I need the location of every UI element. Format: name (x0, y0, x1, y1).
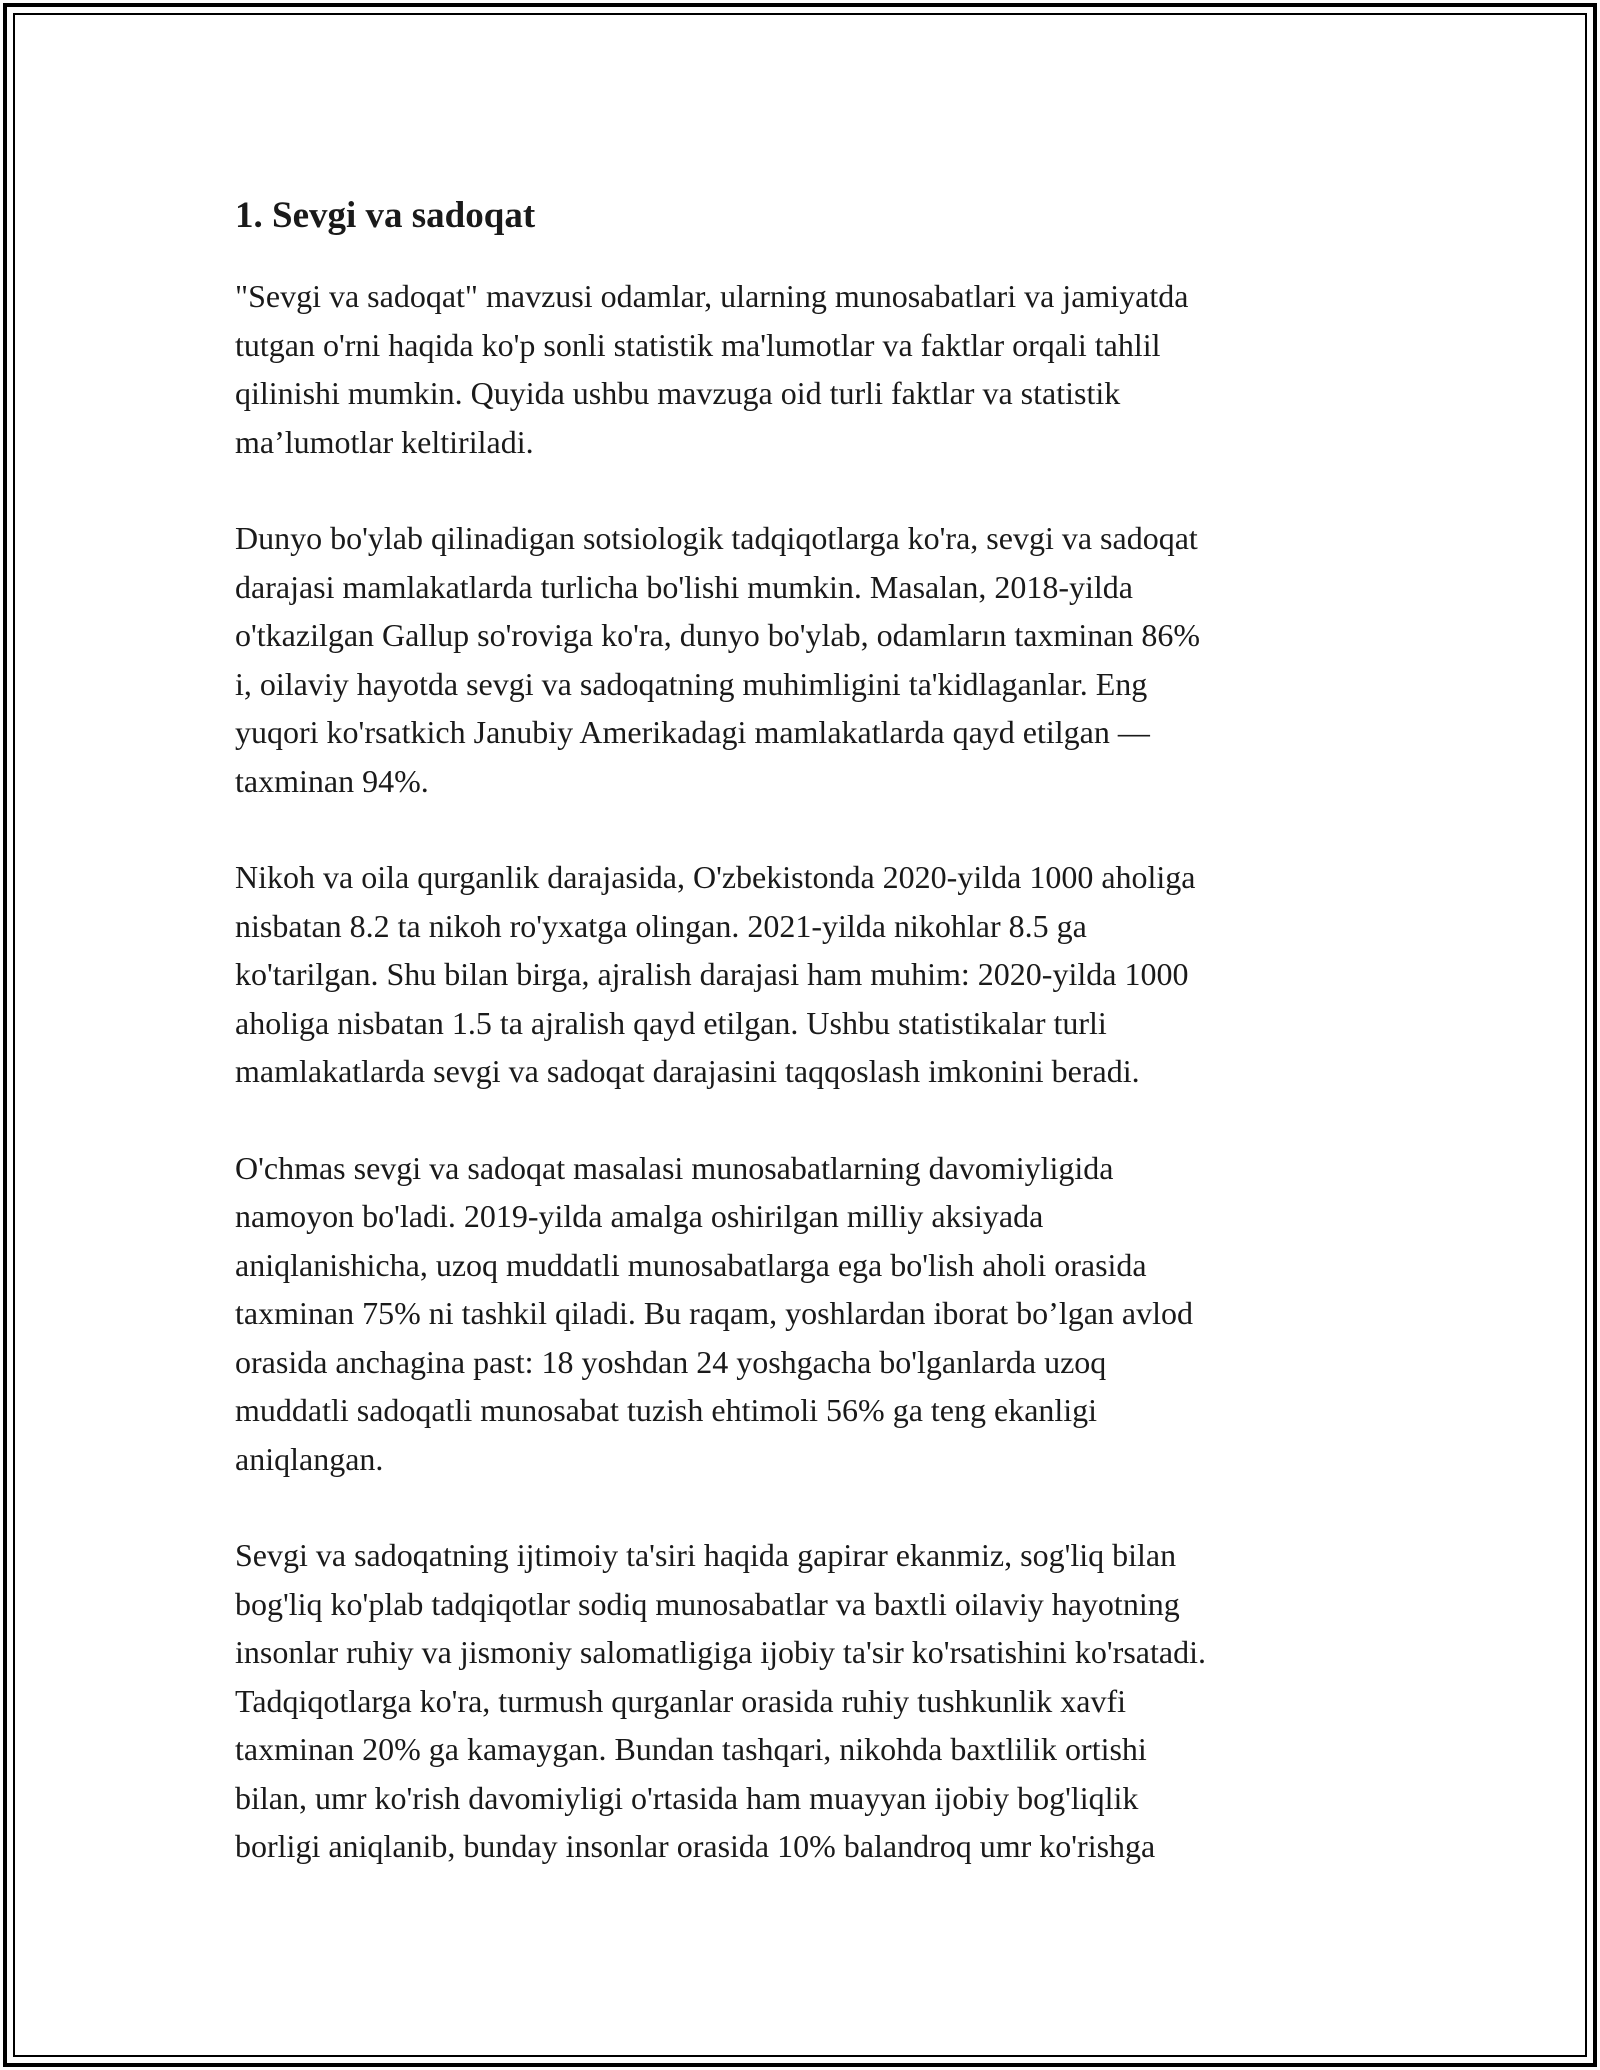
paragraph-gallup-survey: Dunyo bo'ylab qilinadigan sotsiologik tadqiqotlarga ko'ra, sevgi va sadoqat darajasi mamlakatlarda turlicha bo'lishi mumkin. Masalan, 2018-yilda o'tkazilgan Gallup so'roviga ko'ra, dunyo bo'ylab, odamların taxminan 86% i, oilaviy hayotda sevgi va sadoqatning muhimligini ta'kidlaganlar. Eng yuqori ko'rsatkich Janubiy Amerikadagi mamlakatlarda qayd etilgan — taxminan 94%. (235, 520, 1201, 799)
paragraph-marriage-statistics: Nikoh va oila qurganlik darajasida, O'zbekistonda 2020-yilda 1000 aholiga nisbatan 8.2 ta nikoh ro'yxatga olingan. 2021-yilda nikohlar 8.5 ga ko'tarilgan. Shu bilan birga, ajralish darajasi ham muhim: 2020-yilda 1000 aholiga nisbatan 1.5 ta ajralish qayd etilgan. Ushbu statistikalar turli mamlakatlarda sevgi va sadoqat darajasini taqqoslash imkonini beradi. (235, 859, 1196, 1089)
document-body (235, 186, 1365, 1919)
paragraph-intro: "Sevgi va sadoqat" mavzusi odamlar, ularning munosabatlari va jamiyatda tutgan o'rni haqida ko'p sonli statistik ma'lumotlar va faktlar orqali tahlil qilinishi mumkin. Quyida ushbu mavzuga oid turli faktlar va statistik ma’lumotlar keltiriladi. (235, 278, 1189, 460)
paragraph-long-term-relationships: O'chmas sevgi va sadoqat masalasi munosabatlarning davomiyligida namoyon bo'ladi. 2019-yilda amalga oshirilgan milliy aksiyada aniqlanishicha, uzoq muddatli munosabatlarga ega bo'lish aholi orasida taxminan 75% ni tashkil qiladi. Bu raqam, yoshlardan iborat bo’lgan avlod orasida anchagina past: 18 yoshdan 24 yoshgacha bo'lganlarda uzoq muddatli sadoqatli munosabat tuzish ehtimoli 56% ga teng ekanligi aniqlangan. (235, 1149, 1194, 1477)
section-heading: 1. Sevgi va sadoqat (235, 195, 536, 236)
paragraph-social-impact: Sevgi va sadoqatning ijtimoiy ta'siri haqida gapirar ekanmiz, sog'liq bilan bog'liq ko'plab tadqiqotlar sodiq munosabatlar va baxtli oilaviy hayotning insonlar ruhiy va jismoniy salomatligiga ijobiy ta'sir ko'rsatishini ko'rsatadi. Tadqiqotlarga ko'ra, turmush qurganlar orasida ruhiy tushkunlik xavfi taxminan 20% ga kamaygan. Bundan tashqari, nikohda baxtlilik ortishi bilan, umr ko'rish davomiyligi o'rtasida ham muayyan ijobiy bog'liqlik borligi aniqlanib, bunday insonlar orasida 10% balandroq umr ko'rishga (235, 1537, 1206, 1864)
